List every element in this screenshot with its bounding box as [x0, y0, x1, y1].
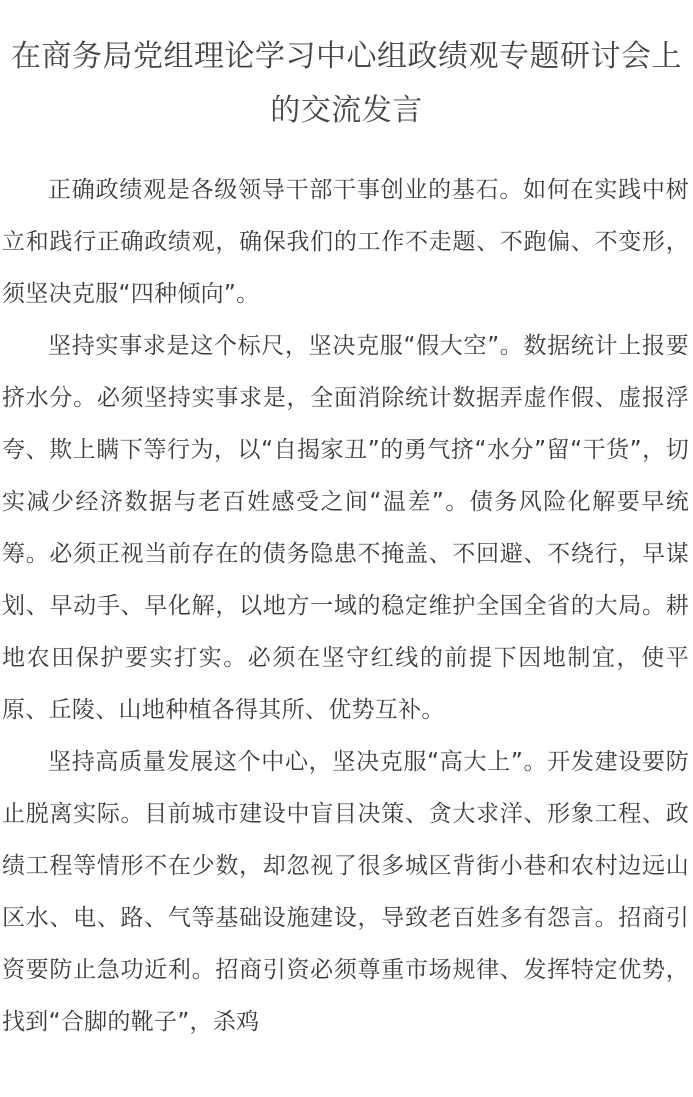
paragraph-1: 正确政绩观是各级领导干部干事创业的基石。如何在实践中树立和践行正确政绩观，确保我们的工作不走题、不跑偏、不变形，须坚决克服“四种倾向”。 [2, 177, 689, 307]
paragraph-2: 坚持实事求是这个标尺，坚决克服“假大空”。数据统计上报要挤水分。必须坚持实事求是，全面消除统计数据弄虚作假、虚报浮夸、欺上瞒下等行为，以“自揭家丑”的勇气挤“水分”留“干货”，切实减少经济数据与老百姓感受之间“温差”。债务风险化解要早统筹。必须正视当前存在的债务隐患不掩盖、不回避、不绕行，早谋划、早动手、早化解，以地方一域的稳定维护全国全省的大局。耕地农田保护要实打实。必须在坚守红线的前提下因地制宜，使平原、丘陵、山地种植各得其所、优势互补。 [2, 333, 689, 723]
paragraph-3: 坚持高质量发展这个中心，坚决克服“高大上”。开发建设要防止脱离实际。目前城市建设中盲目决策、贪大求洋、形象工程、政绩工程等情形不在少数，却忽视了很多城区背街小巷和农村边远山区水、电、路、气等基础设施建设，导致老百姓多有怨言。招商引资要防止急功近利。招商引资必须尊重市场规律、发挥特定优势，找到“合脚的靴子”，杀鸡 [2, 749, 689, 1035]
article-body [0, 164, 693, 1048]
article-title: 在商务局党组理论学习中心组政绩观专题研讨会上的交流发言 [11, 39, 682, 128]
